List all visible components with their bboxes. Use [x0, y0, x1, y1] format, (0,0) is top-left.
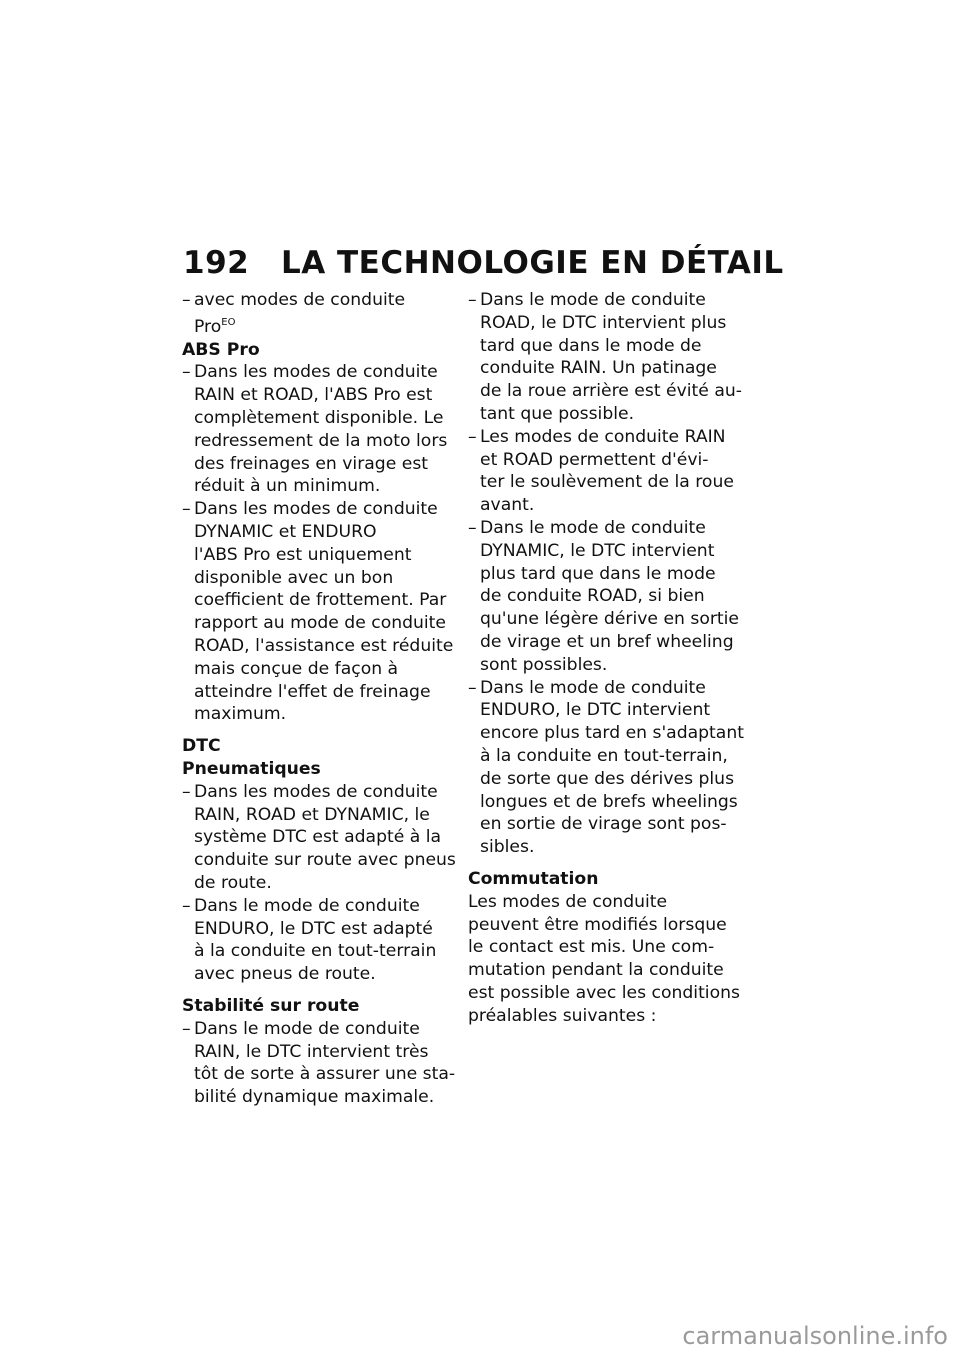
- paragraph-line: préalables suivantes :: [468, 1005, 657, 1026]
- superscript-code: EO: [221, 316, 236, 328]
- bullet-line: conduite RAIN. Un patinage: [480, 358, 717, 379]
- bullet-line: longues et de brefs wheelings: [480, 791, 738, 812]
- bullet-line: RAIN et ROAD, l'ABS Pro est: [194, 385, 433, 406]
- stability-bullet-list: [182, 1018, 454, 1109]
- bullet-line: à la conduite en tout-terrain: [194, 941, 437, 962]
- bullet-line: ROAD, le DTC intervient plus: [480, 312, 727, 333]
- bullet-line: ROAD, l'assistance est réduite: [194, 635, 454, 656]
- bullet-line: avant.: [480, 495, 535, 516]
- bullet-line: disponible avec un bon: [194, 567, 394, 588]
- bullet-line: de route.: [194, 872, 272, 893]
- bullet-line: tant que possible.: [480, 403, 635, 424]
- dash-icon: –: [468, 290, 477, 310]
- bullet-line: encore plus tard en s'adaptant: [480, 723, 744, 744]
- paragraph-line: mutation pendant la conduite: [468, 960, 724, 981]
- bullet-item: [182, 498, 454, 726]
- bullet-line: Dans les modes de conduite: [194, 781, 438, 802]
- bullet-line: Dans le mode de conduite: [194, 1018, 420, 1039]
- dash-icon: –: [182, 362, 191, 383]
- bullet-item: [182, 1018, 454, 1109]
- bullet-line: ENDURO, le DTC intervient: [480, 700, 711, 721]
- bullet-line: qu'une légère dérive en sortie: [480, 609, 740, 630]
- bullet-line: ter le soulèvement de la roue: [480, 472, 734, 493]
- dtc-heading: DTC: [182, 736, 221, 757]
- bullet-line: RAIN, ROAD et DYNAMIC, le: [194, 804, 430, 825]
- bullet-line: Dans les modes de conduite: [194, 499, 438, 520]
- bullet-line: coefficient de frottement. Par: [194, 590, 447, 611]
- bullet-line: de conduite ROAD, si bien: [480, 586, 705, 607]
- page-header: [183, 240, 783, 286]
- bullet-line: Dans le mode de conduite: [194, 895, 420, 916]
- bullet-item: [182, 895, 454, 986]
- dash-icon: –: [468, 677, 477, 698]
- dash-icon: –: [182, 290, 191, 310]
- bullet-line: à la conduite en tout-terrain,: [480, 745, 728, 766]
- bullet-line: Dans les modes de conduite: [194, 362, 438, 383]
- bullet-line: de virage et un bref wheeling: [480, 631, 734, 652]
- bullet-line: plus tard que dans le mode: [480, 563, 716, 584]
- bullet-line: Dans le mode de conduite: [480, 290, 706, 310]
- bullet-line: conduite sur route avec pneus: [194, 850, 456, 871]
- bullet-line: complètement disponible. Le: [194, 407, 444, 428]
- bullet-line: de la roue arrière est évité au-: [480, 381, 742, 402]
- bullet-line: mais conçue de façon à: [194, 658, 399, 679]
- left-column: [182, 289, 454, 1109]
- switch-heading: Commutation: [468, 868, 599, 889]
- bullet-line: Les modes de conduite RAIN: [480, 426, 726, 447]
- bullet-line: avec modes de conduite: [194, 290, 406, 310]
- bullet-line: l'ABS Pro est uniquement: [194, 544, 412, 565]
- bullet-line: tôt de sorte à assurer une sta-: [194, 1064, 456, 1085]
- paragraph-line: Les modes de conduite: [468, 891, 668, 912]
- bullet-line: Dans le mode de conduite: [480, 517, 706, 538]
- bullet-item: [468, 677, 744, 859]
- bullet-line: Dans le mode de conduite: [480, 677, 706, 698]
- bullet-line: bilité dynamique maximale.: [194, 1087, 435, 1108]
- tyres-heading: Pneumatiques: [182, 758, 321, 779]
- page-number: 192: [183, 245, 250, 281]
- bullet-line: de sorte que des dérives plus: [480, 768, 735, 789]
- bullet-line: rapport au mode de conduite: [194, 613, 446, 634]
- bullet-line: avec pneus de route.: [194, 964, 376, 985]
- intro-bullet: [182, 289, 454, 339]
- bullet-line: réduit à un minimum.: [194, 476, 381, 497]
- bullet-line: DYNAMIC, le DTC intervient: [480, 540, 715, 561]
- bullet-line: et ROAD permettent d'évi-: [480, 449, 709, 470]
- bullet-item: [182, 361, 454, 498]
- dash-icon: –: [182, 781, 191, 802]
- bullet-line: en sortie de virage sont pos-: [480, 814, 727, 835]
- bullet-line-text: Pro: [194, 316, 222, 337]
- stability-heading: Stabilité sur route: [182, 995, 360, 1016]
- right-bullet-list: [468, 289, 744, 859]
- bullet-line: sont possibles.: [480, 654, 608, 675]
- bullet-line: des freinages en virage est: [194, 453, 429, 474]
- watermark: carmanualsonline.info: [682, 1322, 948, 1350]
- tyres-bullet-list: [182, 781, 454, 986]
- paragraph-line: est possible avec les conditions: [468, 982, 740, 1003]
- right-column: [468, 289, 744, 1028]
- dash-icon: –: [468, 426, 477, 447]
- abs-bullet-list: [182, 361, 454, 726]
- dash-icon: –: [182, 895, 191, 916]
- dash-icon: –: [182, 499, 191, 520]
- bullet-line: DYNAMIC et ENDURO: [194, 521, 377, 542]
- paragraph-line: peuvent être modifiés lorsque: [468, 914, 727, 935]
- bullet-line: RAIN, le DTC intervient très: [194, 1041, 429, 1062]
- bullet-item: [468, 289, 740, 426]
- bullet-item: [468, 426, 740, 517]
- bullet-line: atteindre l'effet de freinage: [194, 681, 431, 702]
- bullet-item: [182, 781, 454, 895]
- bullet-item: [468, 517, 740, 677]
- bullet-line: redressement de la moto lors: [194, 430, 448, 451]
- paragraph-line: le contact est mis. Une com-: [468, 937, 715, 958]
- bullet-line: ENDURO, le DTC est adapté: [194, 918, 433, 939]
- dash-icon: –: [182, 1018, 191, 1039]
- page-title: LA TECHNOLOGIE EN DÉTAIL: [281, 245, 784, 281]
- bullet-line: sibles.: [480, 837, 535, 858]
- bullet-line: [194, 312, 454, 339]
- dash-icon: –: [468, 517, 477, 538]
- switch-paragraph: [468, 891, 740, 1028]
- bullet-line: tard que dans le mode de: [480, 335, 702, 356]
- bullet-line: système DTC est adapté à la: [194, 827, 442, 848]
- abs-heading: ABS Pro: [182, 339, 260, 360]
- bullet-line: maximum.: [194, 704, 287, 725]
